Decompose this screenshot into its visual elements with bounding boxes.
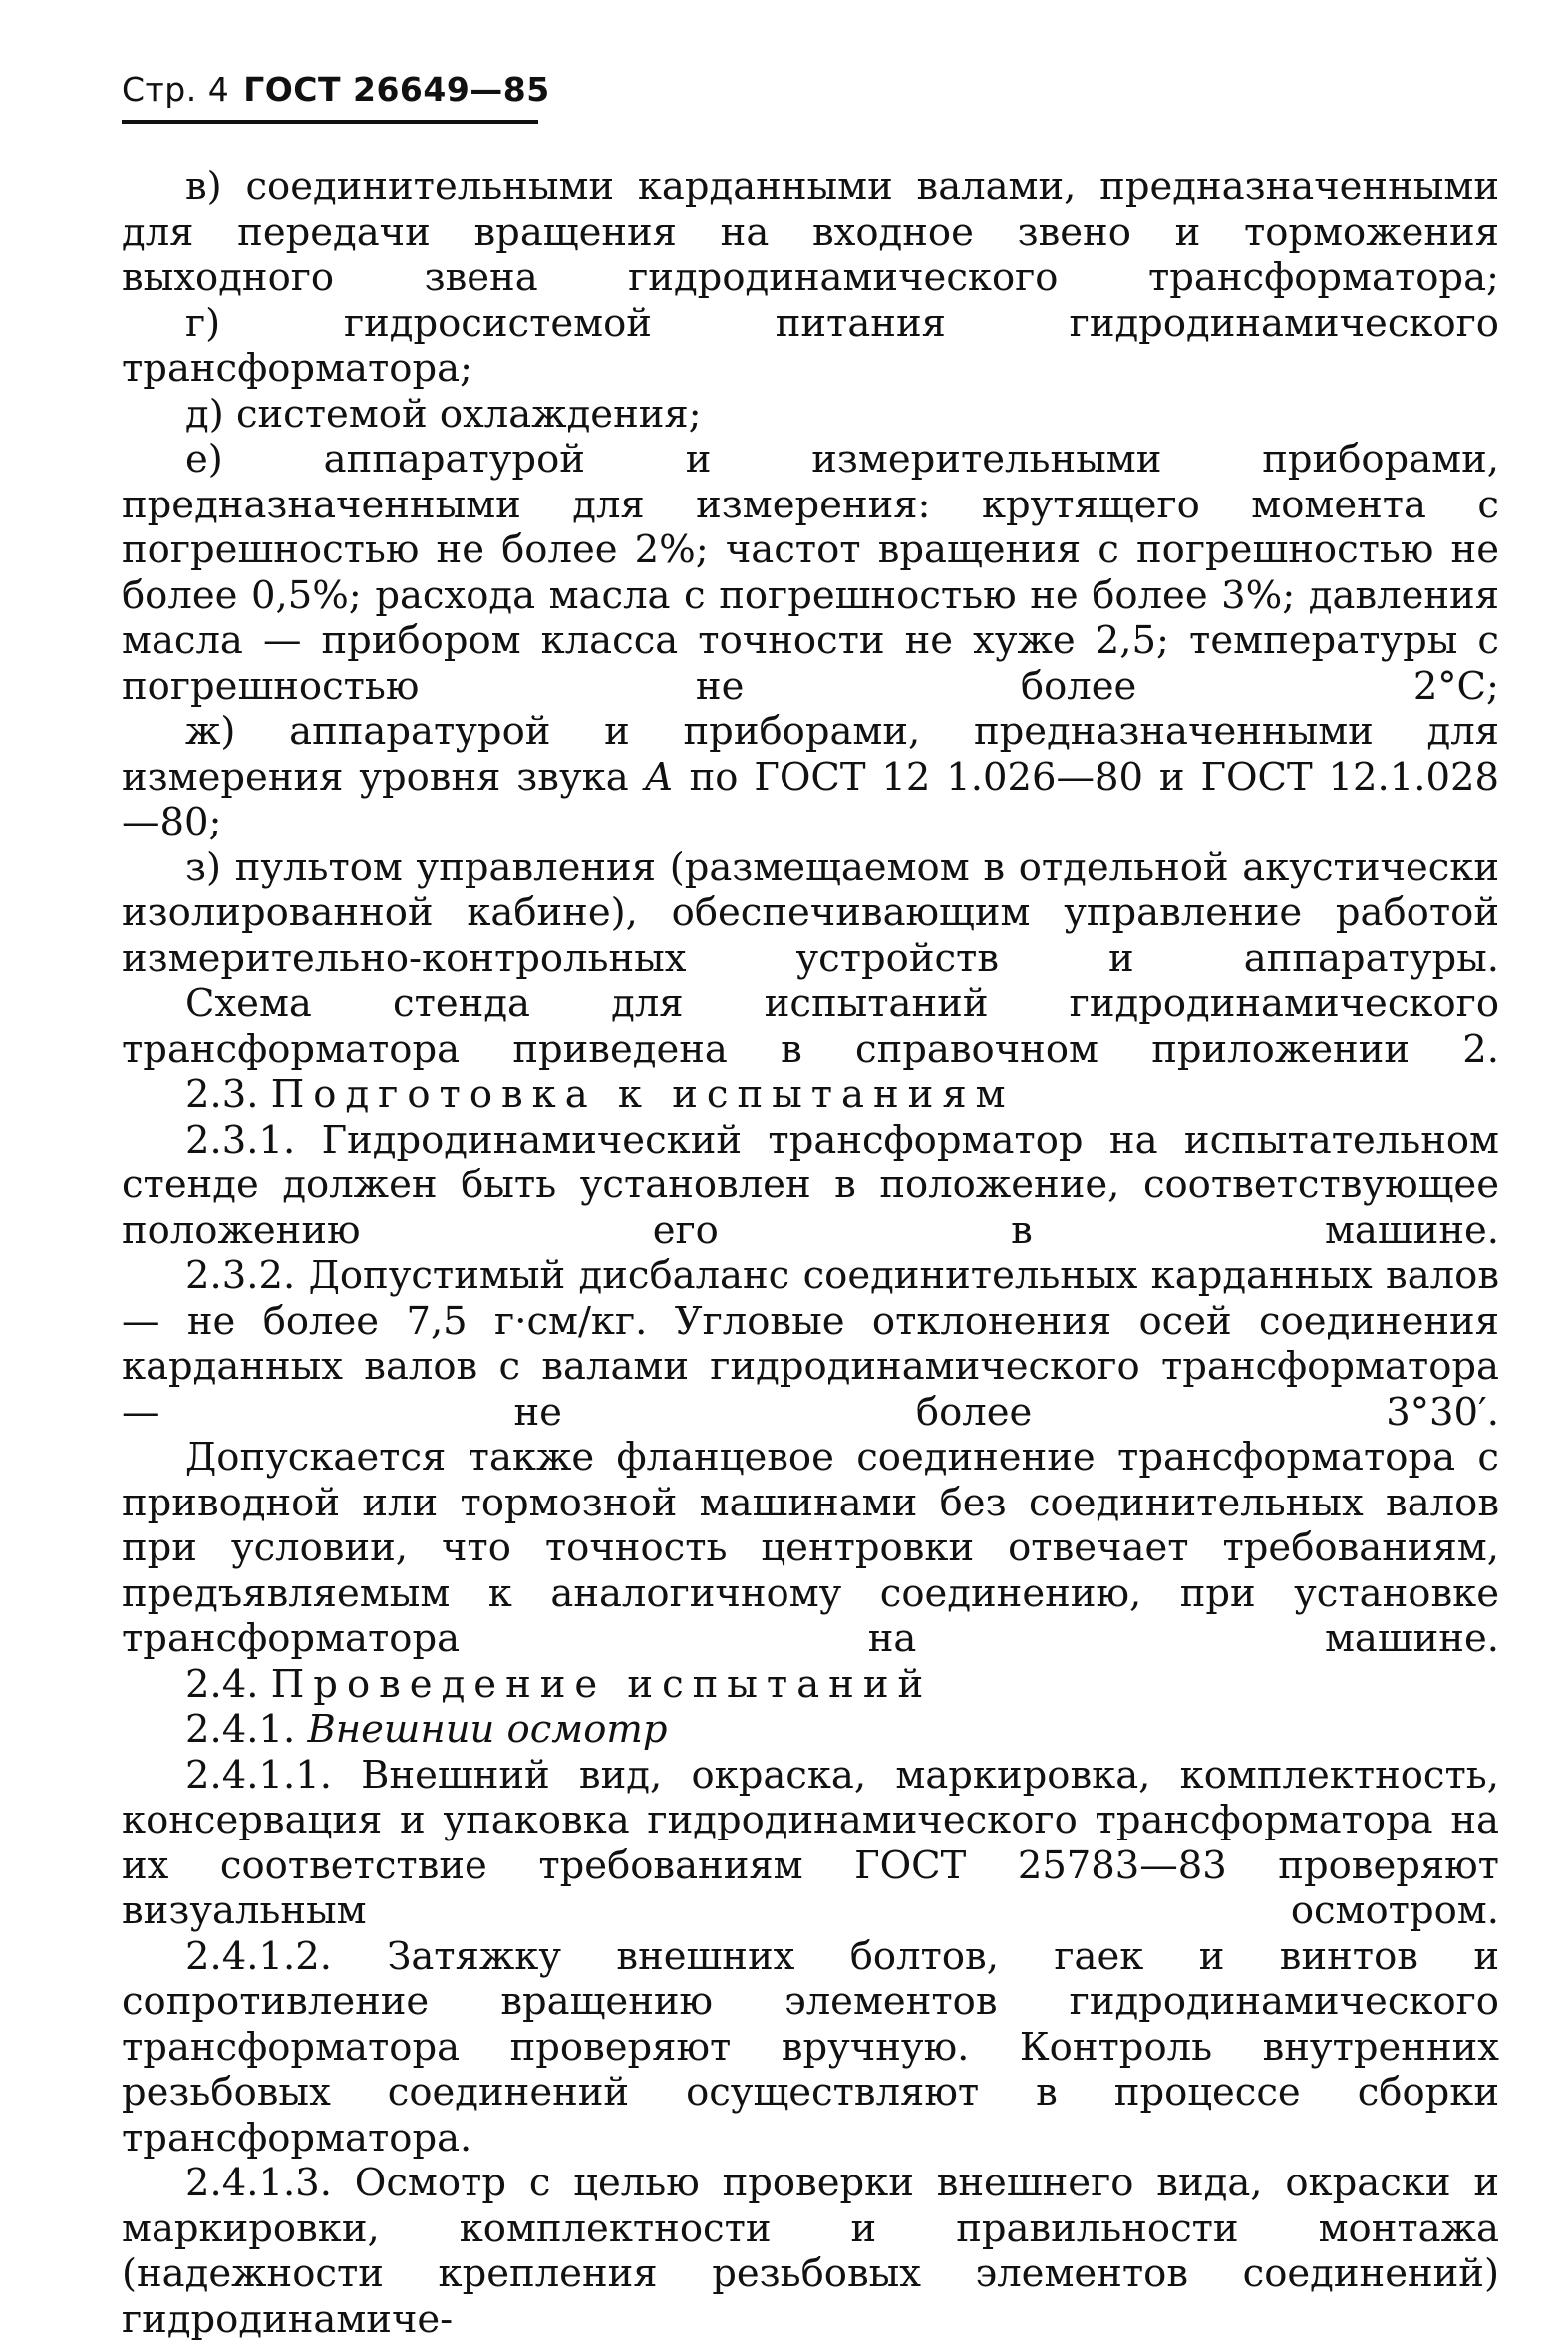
section-heading-2-3 — [122, 1072, 1499, 1118]
list-item-zh-text-2: по ГОСТ 12 1.026—80 и ГОСТ 12.1.028—80; — [122, 754, 1499, 844]
header-rule — [122, 120, 538, 124]
list-item-g: г) гидросистемой питания гидродинамического трансформатора; — [122, 300, 1499, 391]
list-item-zh-text-1: ж) аппаратурой и приборами, предназначенными для измерения уровня звука — [122, 709, 1499, 800]
subsection-heading-2-4-1 — [122, 1707, 1499, 1753]
section-number: 2.3. — [185, 1072, 259, 1117]
list-item-d: д) системой охлаждения; — [185, 391, 702, 437]
page-header — [122, 70, 550, 109]
subsection-number: 2.4.1. — [185, 1707, 296, 1752]
subsection-title: Внешнии осмотр — [307, 1707, 668, 1752]
section-title: Подготовка к испытаниям — [270, 1072, 1015, 1117]
sound-weighting-letter: А — [644, 754, 674, 800]
section-heading-2-4 — [122, 1662, 1499, 1708]
clause-2-4-1-1: 2.4.1.1. Внешний вид, окраска, маркировка, комплектность, консервация и упаковка гидродинамического трансформатора на их соответствие требованиям ГОСТ 25783—83 проверяют визуальным осмотром. — [122, 1752, 1499, 1933]
section-number: 2.4. — [185, 1661, 259, 1707]
clause-2-4-1-2: 2.4.1.2. Затяжку внешних болтов, гаек и винтов и сопротивление вращению элементов гидродинамического трансформатора проверяют вручную. Контроль внутренних резьбовых соединений осуществляют в процессе сборки трансформатора. — [122, 1933, 1499, 2161]
paragraph-flange: Допускается также фланцевое соединение трансформатора с приводной или тормозной машинами без соединительных валов при условии, что точность центровки отвечает требованиям, предъявляемым к аналогичному соединению, при установке трансформатора на машине. — [122, 1435, 1499, 1661]
list-item-zh — [122, 709, 1499, 845]
list-item-e: е) аппаратурой и измерительными приборами, предназначенными для измерения: крутящего момента с погрешностью не более 2%; частот вращения с погрешностью не более 0,5%; расхода масла с погрешностью не более 3%; давления масла — прибором класса точности не хуже 2,5; температуры с погрешностью не более 2°С; — [122, 437, 1499, 709]
section-title: Проведение испытаний — [270, 1661, 933, 1707]
paragraph-scheme: Схема стенда для испытаний гидродинамического трансформатора приведена в справочном приложении 2. — [122, 981, 1499, 1072]
clause-2-4-1-3: 2.4.1.3. Осмотр с целью проверки внешнего вида, окраски и маркировки, комплектности и правильности монтажа (надежности крепления резьбовых элементов соединений) гидродинамиче- — [122, 2161, 1499, 2342]
list-item-z: з) пультом управления (размещаемом в отдельной акустически изолированной кабине), обеспечивающим управление работой измерительно-контрольных устройств и аппаратуры. — [122, 844, 1499, 981]
document-body — [122, 165, 1499, 2342]
clause-2-3-1: 2.3.1. Гидродинамический трансформатор на испытательном стенде должен быть установлен в положение, соответствующее положению его в машине. — [122, 1117, 1499, 1253]
list-item-v: в) соединительными карданными валами, предназначенными для передачи вращения на входное звено и торможения выходного звена гидродинамического трансформатора; — [122, 165, 1499, 300]
clause-2-3-2: 2.3.2. Допустимый дисбаланс соединительных карданных валов — не более 7,5 г·см/кг. Угловые отклонения осей соединения карданных валов с валами гидродинамического трансформатора — не более 3°30′. — [122, 1253, 1499, 1435]
page-number: Стр. 4 — [122, 70, 230, 109]
standard-designation: ГОСТ 26649—85 — [243, 70, 550, 109]
